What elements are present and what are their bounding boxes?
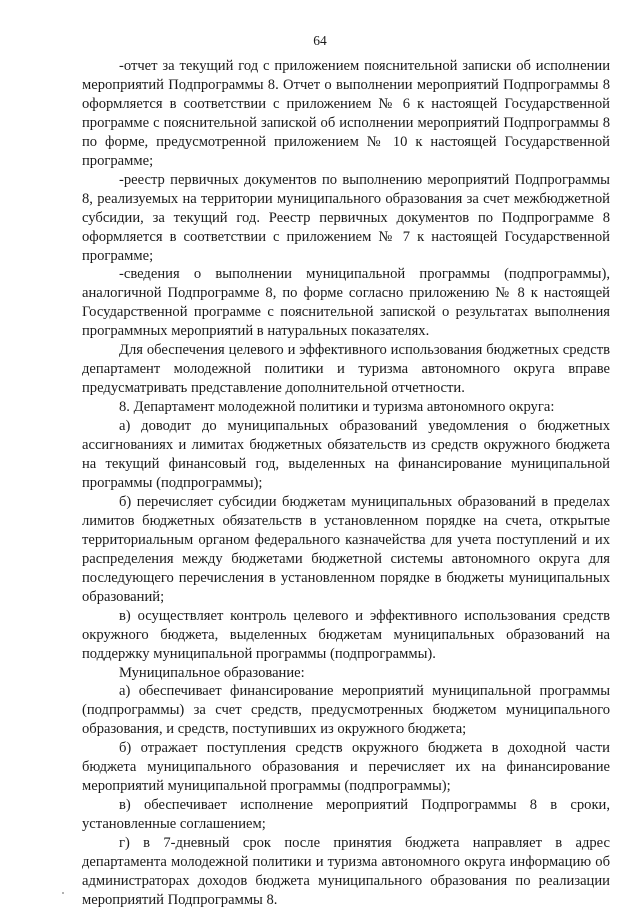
- paragraph-additional-reporting: Для обеспечения целевого и эффективного использования бюджетных средств департамент молодежной политики и туризма автономного округа вправе предусматривать представление дополнительной отчетности.: [82, 342, 610, 397]
- paragraph-department-duty-b: б) перечисляет субсидии бюджетам муниципальных образований в пределах лимитов бюджетных обязательств в установленном порядке на счета, открытые территориальным органом федерального казначейства для учета поступлений и их распределения между бюджетами бюджетной системы автономного округа для последующего перечисления в установленном порядке в бюджеты муниципальных образований;: [82, 493, 610, 605]
- paragraph-municipality-duty-c: в) обеспечивает исполнение мероприятий Подпрограммы 8 в сроки, установленные соглашением;: [82, 797, 610, 833]
- document-body: [82, 57, 610, 910]
- paragraph-program-execution-info: -сведения о выполнении муниципальной программы (подпрограммы), аналогичной Подпрограмме 8, по форме согласно приложению № 8 к настоящей Государственной программе с пояснительной запиской о результатах выполнения программных мероприятий в натуральных показателях.: [82, 266, 610, 340]
- paragraph-report-current-year: -отчет за текущий год с приложением пояснительной записки об исполнении мероприятий Подпрограммы 8. Отчет о выполнении мероприятий Подпрограммы 8 оформляется в соответствии с приложением № 6 к настоящей Государственной программе с пояснительной запиской об исполнении мероприятий Подпрограммы 8 по форме, предусмотренной приложением № 10 к настоящей Государственной программе;: [82, 58, 610, 169]
- paragraph-municipality-duty-a: а) обеспечивает финансирование мероприятий муниципальной программы (подпрограммы) за счет средств, предусмотренных бюджетом муниципального образования, и средств, поступивших из окружного бюджета;: [82, 683, 610, 738]
- paragraph-department-duty-a: а) доводит до муниципальных образований уведомления о бюджетных ассигнованиях и лимитах бюджетных обязательств из средств окружного бюджета на текущий финансовый год, выделенных на финансирование муниципальной программы (подпрограммы);: [82, 418, 610, 491]
- paragraph-municipality-heading: Муниципальное образование:: [119, 664, 305, 681]
- scan-artifact-dot: [62, 892, 64, 894]
- paragraph-municipality-duty-d: г) в 7-дневный срок после принятия бюджета направляет в адрес департамента молодежной политики и туризма автономного округа информацию об администраторах доходов бюджета муниципального образования по реализации мероприятий Подпрограммы 8.: [82, 835, 610, 908]
- paragraph-department-duties-heading: 8. Департамент молодежной политики и туризма автономного округа:: [119, 399, 555, 416]
- paragraph-department-duty-c: в) осуществляет контроль целевого и эффективного использования средств окружного бюджета, выделенных бюджетам муниципальных образований на поддержку муниципальной программы (подпрограммы).: [82, 607, 610, 662]
- paragraph-municipality-duty-b: б) отражает поступления средств окружного бюджета в доходной части бюджета муниципального образования и перечисляет их на финансирование мероприятий муниципальной программы (подпрограммы);: [82, 740, 610, 795]
- paragraph-register-primary-documents: -реестр первичных документов по выполнению мероприятий Подпрограммы 8, реализуемых на территории муниципального образования за счет межбюджетной субсидии, за текущий год. Реестр первичных документов по Подпрограмме 8 оформляется в соответствии с приложением № 7 к настоящей Государственной программе;: [82, 171, 610, 264]
- page-number: 64: [313, 33, 327, 48]
